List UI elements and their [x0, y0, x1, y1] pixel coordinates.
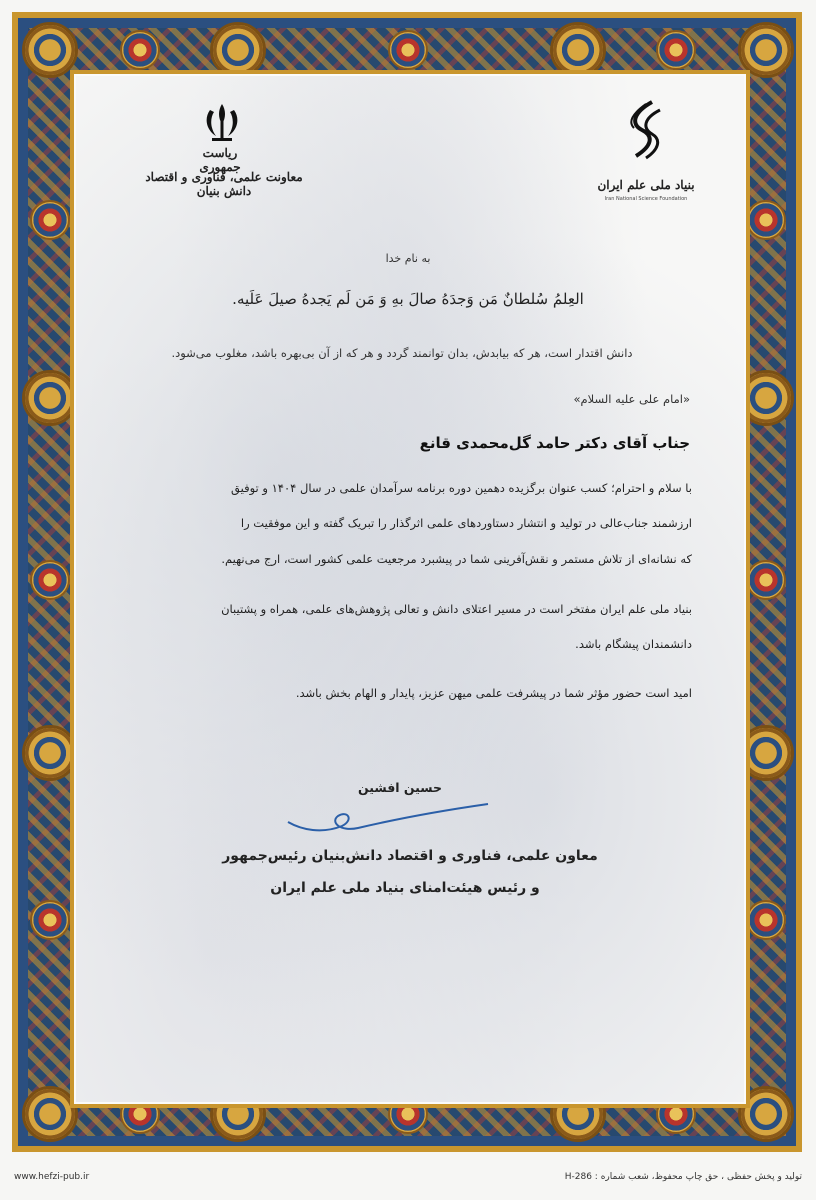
right-org-line1: بنیاد ملی علم ایران: [597, 178, 695, 192]
footer-print-note: تولید و پخش حفظی ، حق چاپ محفوظ، شعب شماره : H-286: [564, 1172, 802, 1182]
signer-title-line1: معاون علمی، فناوری و اقتصاد دانش‌بنیان رئیس‌جمهور: [222, 848, 598, 864]
medallion-top-3: [656, 30, 696, 70]
hadith-arabic: العِلمُ سُلطانٌ مَن وَجدَهُ صالَ بهِ وَ مَن لَم یَجدهُ صیلَ عَلَیه.: [232, 290, 584, 308]
medallion-right-3: [746, 900, 786, 940]
medallion-left-3: [30, 900, 70, 940]
medallion-top-1: [120, 30, 160, 70]
footer-website: www.hefzi-pub.ir: [14, 1172, 90, 1182]
signer-title-line2: و رئیس هیئت‌امنای بنیاد ملی علم ایران: [270, 880, 540, 896]
insf-logo-icon: [622, 100, 668, 162]
left-org-line1: ریاست جمهوری: [199, 146, 241, 174]
paragraph2-line1: بنیاد ملی علم ایران مفتخر است در مسیر اعتلای دانش و تعالی پژوهش‌های علمی، همراه و پشتیبان: [221, 602, 692, 616]
hadith-translation: دانش اقتدار است، هر که بیابدش، بدان توانمند گردد و هر که از آن بی‌بهره باشد، مغلوب می‌شود.: [171, 346, 633, 360]
signer-name: حسین افشین: [358, 780, 442, 795]
medallion-right-1: [746, 200, 786, 240]
paragraph1-line2: ارزشمند جناب‌عالی در تولید و انتشار دستاوردهای علمی اثرگذار را تبریک گفته و این موفقیت را: [240, 516, 692, 530]
right-org-line2: Iran National Science Foundation: [604, 196, 688, 202]
left-org-line2: معاونت علمی، فناوری و اقتصاد دانش بنیان: [145, 170, 303, 198]
medallion-right-2: [746, 560, 786, 600]
recipient-name: جناب آقای دکتر حامد گل‌محمدی قانع: [419, 434, 690, 452]
iran-emblem-icon: [198, 100, 246, 144]
paragraph2-line2: دانشمندان پیشگام باشد.: [575, 637, 692, 651]
paragraph1-line1: با سلام و احترام؛ کسب عنوان برگزیده دهمین دوره برنامه سرآمدان علمی در سال ۱۴۰۴ و توفیق: [231, 481, 692, 495]
medallion-top-2: [388, 30, 428, 70]
medallion-left-2: [30, 560, 70, 600]
handwritten-signature: [282, 800, 492, 840]
hadith-source: «امام علی علیه السلام»: [573, 392, 690, 406]
marbled-paper: [76, 76, 744, 1102]
basmala: به نام خدا: [385, 252, 431, 265]
paragraph3: امید است حضور مؤثر شما در پیشرفت علمی میهن عزیز، پایدار و الهام بخش باشد.: [295, 686, 692, 700]
medallion-left-1: [30, 200, 70, 240]
paragraph1-line3: که نشانه‌ای از تلاش مستمر و نقش‌آفرینی شما در پیشبرد مرجعیت علمی کشور است، ارج می‌نهیم.: [221, 552, 692, 566]
